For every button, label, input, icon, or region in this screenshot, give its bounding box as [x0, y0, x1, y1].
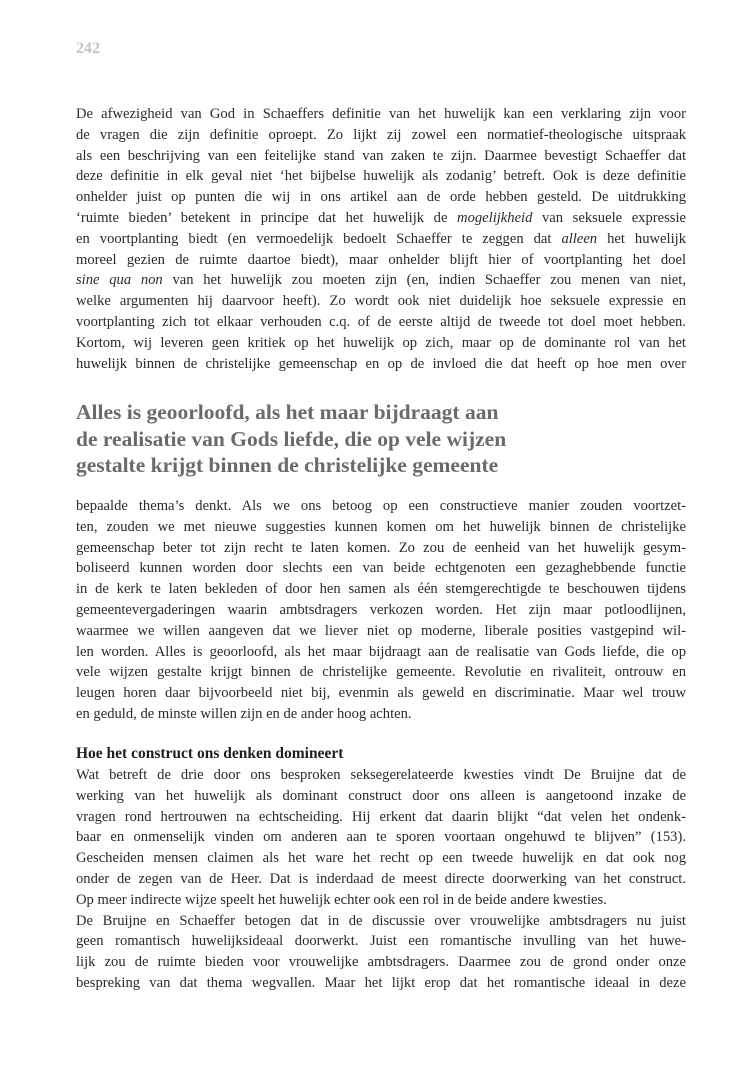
text-line	[76, 642, 686, 663]
text-segment: Op meer indirecte wijze speelt het huwelijk echter ook een rol in de beide andere kwesties.	[76, 891, 607, 908]
text-segment: Wat betreft de drie door ons besproken seksegerelateerde kwesties vindt De Bruijne dat de	[76, 767, 686, 783]
text-line	[76, 333, 686, 354]
text-line	[76, 848, 686, 869]
text-line	[76, 312, 686, 333]
text-segment: deze definitie in elk geval niet ‘het bijbelse huwelijk als zodanig’ betreft. Ook is deze definitie	[76, 168, 686, 185]
text-segment: van het huwelijk zou moeten zijn (en, indien Schaeffer zou menen van niet,	[162, 272, 686, 289]
text-segment: het huwelijk	[597, 230, 686, 247]
text-line	[76, 250, 686, 271]
text-line	[76, 931, 686, 952]
text-segment: de vragen die zijn definitie oproept. Zo lijkt zij zowel een normatief-theologische uitspraak	[76, 126, 686, 143]
text-line	[76, 166, 686, 187]
pull-quote-line: de realisatie van Gods liefde, die op vele wijzen	[76, 426, 507, 451]
text-segment: De afwezigheid van God in Schaeffers definitie van het huwelijk kan een verklaring zijn voor	[76, 106, 686, 122]
paragraph-3	[76, 765, 686, 994]
text-line	[76, 952, 686, 973]
text-line	[76, 786, 686, 807]
paragraph-2	[76, 496, 686, 725]
text-segment: vele wijzen gestalte krijgt binnen de christelijke gemeente. Revolutie en rivaliteit, ontrouw en	[76, 664, 686, 681]
text-segment: boliseerd kunnen worden door slechts een van beide echtgenoten een gezaghebbende functie	[76, 560, 686, 577]
text-line	[76, 291, 686, 312]
italic-text: sine qua non	[76, 272, 163, 289]
text-segment: De Bruijne en Schaeffer betogen dat in de discussie over vrouwelijke ambtsdragers nu juist	[76, 912, 686, 929]
text-segment: en geduld, de minste willen zijn en de ander hoog achten.	[76, 705, 412, 722]
text-segment: moreel gezien de ruimte daartoe biedt), maar onhelder blijft hier of voortplanting het doel	[76, 251, 686, 268]
text-segment: ‘ruimte bieden’ betekent in principe dat het huwelijk de	[76, 209, 458, 226]
text-line	[76, 354, 686, 375]
text-segment: als een beschrijving van een feitelijke stand van zaken te zijn. Daarmee bevestigt Schaeffer dat	[76, 147, 686, 164]
text-segment: onder de zegen van de Heer. Dat is inderdaad de meest directe doorwerking van het construct.	[76, 870, 686, 887]
text-segment: waarmee we willen aangeven dat we liever niet op moderne, liberale posities vastgepind wil-	[76, 622, 686, 639]
text-line	[76, 662, 686, 683]
text-line	[76, 517, 686, 538]
paragraph-1	[76, 104, 686, 374]
text-segment: gemeenschap beter tot zijn recht te laten komen. Zo zou de eenheid van het huwelijk gesym-	[76, 539, 686, 556]
text-line	[76, 827, 686, 848]
text-segment: baar en onmenselijk vinden om anderen aan te sporen voortaan ongehuwd te blijven” (153).	[76, 829, 686, 846]
text-segment: voortplanting zich tot elkaar verhouden c.q. of de eerste altijd de tweede tot doel moet hebben.	[76, 313, 686, 330]
text-line	[76, 973, 686, 994]
page-number: 242	[76, 40, 100, 57]
text-line	[76, 208, 686, 229]
text-segment: bespreking van dat thema wegvallen. Maar het lijkt erop dat het romantische ideaal in deze	[76, 974, 686, 991]
text-segment: Gescheiden mensen claimen als het ware het recht op een tweede huwelijk en dat ook nog	[76, 850, 686, 867]
text-segment: en voortplanting biedt (en vermoedelijk bedoelt Schaeffer te zeggen dat	[76, 230, 562, 247]
text-line	[76, 600, 686, 621]
text-line	[76, 104, 686, 125]
pull-quote-line: Alles is geoorloofd, als het maar bijdraagt aan	[76, 400, 499, 424]
text-line	[76, 125, 686, 146]
text-segment: in de kerk te laten bekleden of door hen samen als één stemgerechtigde te beschouwen tijdens	[76, 581, 686, 598]
text-segment: gemeentevergaderingen waarin ambtsdragers verkozen worden. Het zijn maar potloodlijnen,	[76, 601, 686, 618]
text-segment: onhelder juist op punten die wij in ons artikel aan de orde hebben gesteld. De uitdrukking	[76, 189, 686, 206]
text-line	[76, 579, 686, 600]
text-line	[76, 270, 686, 291]
pull-quote-heading	[76, 399, 506, 479]
text-segment: geen romantisch huwelijksideaal doorwerkt. Juist een romantische invulling van het huwe-	[76, 933, 686, 950]
text-segment: bepaalde thema’s denkt. Als we ons betoog op een constructieve manier zouden voortzet-	[76, 498, 686, 514]
text-line	[76, 704, 686, 725]
text-line	[76, 683, 686, 704]
text-line	[76, 869, 686, 890]
text-segment: ten, zouden we met nieuwe suggesties kunnen komen om het huwelijk binnen de christelijke	[76, 518, 686, 535]
text-line	[76, 229, 686, 250]
text-line	[76, 911, 686, 932]
text-line	[76, 807, 686, 828]
text-segment: werking van het huwelijk als dominant construct door ons alleen is aangetoond inzake de	[76, 787, 686, 804]
text-segment: leugen horen daar bijvoorbeeld niet bij, evenmin als geweld en discriminatie. Maar wel trouw	[76, 685, 686, 702]
text-segment: len worden. Alles is geoorloofd, als het maar bijdraagt aan de realisatie van Gods liefde, die op	[76, 643, 686, 660]
pull-quote-line: gestalte krijgt binnen de christelijke gemeente	[76, 453, 499, 477]
text-segment: vragen rond hertrouwen na echtscheiding. Hij erkent dat daarin blijkt “dat velen het ondenk-	[76, 808, 686, 825]
text-segment: van seksuele expressie	[532, 209, 686, 226]
text-line	[76, 621, 686, 642]
italic-text: mogelijkheid	[457, 209, 533, 226]
text-segment: welke argumenten hij daarvoor heeft). Zo wordt ook niet duidelijk hoe seksuele expressie en	[76, 293, 686, 310]
italic-text: alleen	[561, 230, 598, 247]
text-line	[76, 765, 686, 786]
text-line	[76, 146, 686, 167]
text-segment: Kortom, wij leveren geen kritiek op het huwelijk op zich, maar op de dominante rol van het	[76, 334, 686, 351]
section-heading: Hoe het construct ons denken domineert	[76, 745, 344, 762]
text-segment: lijk zou de ruimte bieden voor vrouwelijke ambtsdragers. Daarmee zou de grond onder onze	[76, 954, 686, 971]
text-line	[76, 496, 686, 517]
text-line	[76, 187, 686, 208]
text-line	[76, 558, 686, 579]
text-segment: huwelijk binnen de christelijke gemeenschap en op de invloed die dat heeft op hoe men over	[76, 355, 686, 372]
text-line	[76, 538, 686, 559]
text-line	[76, 890, 686, 911]
